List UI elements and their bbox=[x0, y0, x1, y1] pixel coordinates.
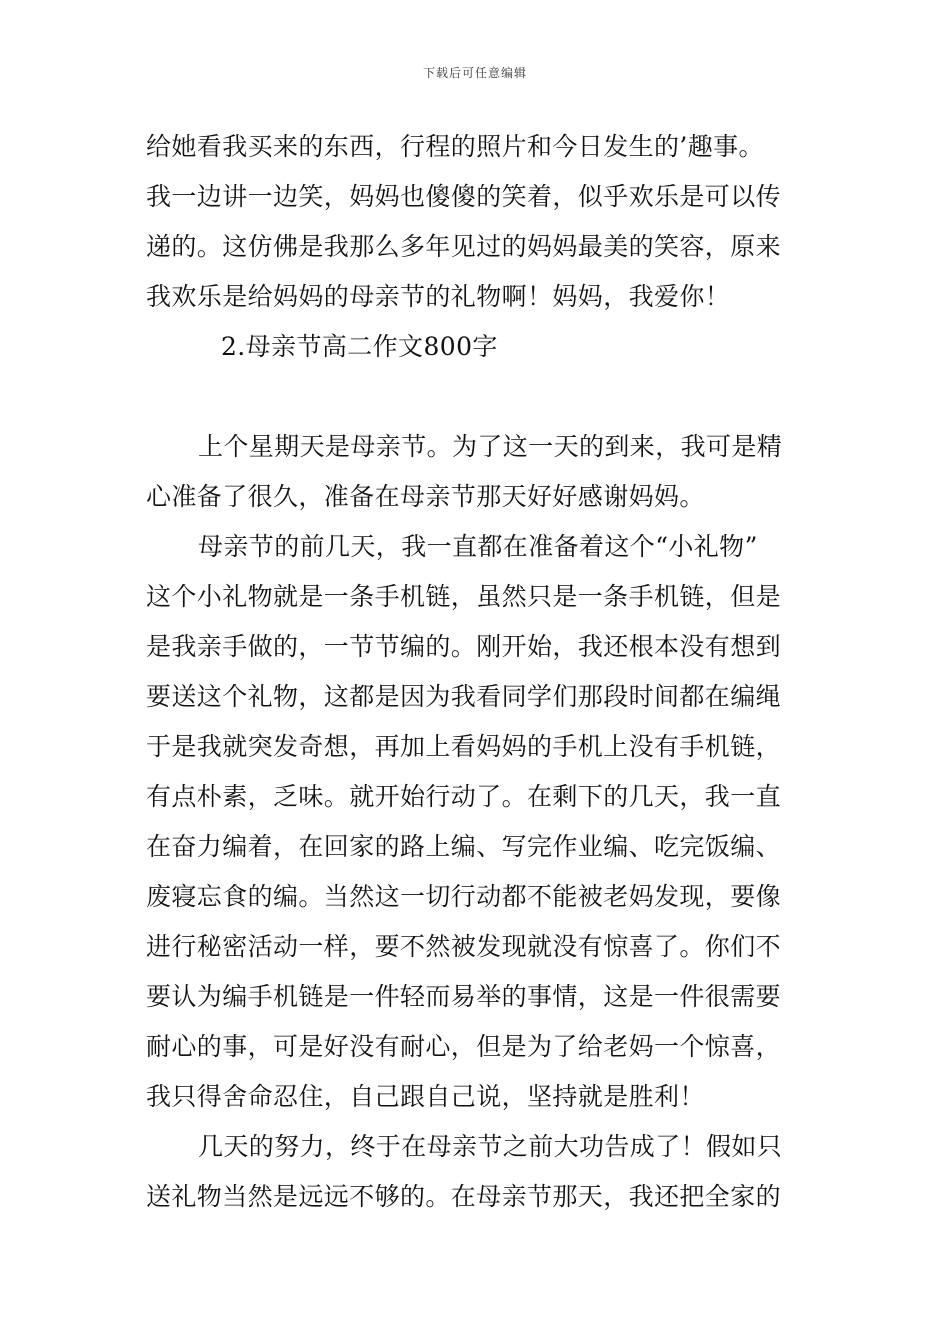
text-line: 我欢乐是给妈妈的母亲节的礼物啊！妈妈，我爱你！ bbox=[146, 282, 731, 311]
text-line: 要认为编手机链是一件轻而易举的事情，这是一件很需要 bbox=[146, 982, 782, 1011]
page-header: 下载后可任意编辑 bbox=[422, 66, 527, 80]
text-line: 这个小礼物就是一条手机链，虽然只是一条手机链，但是 bbox=[146, 582, 782, 611]
text-line: 我只得舍命忍住，自己跟自己说，坚持就是胜利！ bbox=[146, 1082, 705, 1111]
text-line: 递的。这仿佛是我那么多年见过的妈妈最美的笑容，原来 bbox=[146, 232, 782, 261]
paragraph-first-line: 上个星期天是母亲节。为了这一天的到来，我可是精 bbox=[198, 432, 783, 461]
text-line: 心准备了很久，准备在母亲节那天好好感谢妈妈。 bbox=[146, 482, 705, 511]
paragraph-first-line: 母亲节的前几天，我一直都在准备着这个“小礼物” bbox=[198, 532, 758, 561]
blank-space bbox=[146, 372, 816, 422]
text-line: 给她看我买来的东西，行程的照片和今日发生的’趣事。 bbox=[146, 132, 764, 161]
text-line: 要送这个礼物，这都是因为我看同学们那段时间都在编绳 bbox=[146, 682, 782, 711]
text-line: 耐心的事，可是好没有耐心，但是为了给老妈一个惊喜， bbox=[146, 1032, 782, 1061]
text-line: 于是我就突发奇想，再加上看妈妈的手机上没有手机链， bbox=[146, 732, 782, 761]
text-line: 在奋力编着，在回家的路上编、写完作业编、吃完饭编、 bbox=[146, 832, 782, 861]
text-line: 是我亲手做的，一节节编的。刚开始，我还根本没有想到 bbox=[146, 632, 782, 661]
text-line: 送礼物当然是远远不够的。在母亲节那天，我还把全家的 bbox=[146, 1182, 782, 1211]
document-body bbox=[146, 122, 816, 1222]
section-title: 2.母亲节高二作文800字 bbox=[221, 332, 498, 361]
text-line: 废寝忘食的编。当然这一切行动都不能被老妈发现，要像 bbox=[146, 882, 782, 911]
text-line: 有点朴素，乏味。就开始行动了。在剩下的几天，我一直 bbox=[146, 782, 782, 811]
paragraph-first-line: 几天的努力，终于在母亲节之前大功告成了！假如只 bbox=[198, 1132, 783, 1161]
text-line: 进行秘密活动一样，要不然被发现就没有惊喜了。你们不 bbox=[146, 932, 782, 961]
text-line: 我一边讲一边笑，妈妈也傻傻的笑着，似乎欢乐是可以传 bbox=[146, 182, 782, 211]
